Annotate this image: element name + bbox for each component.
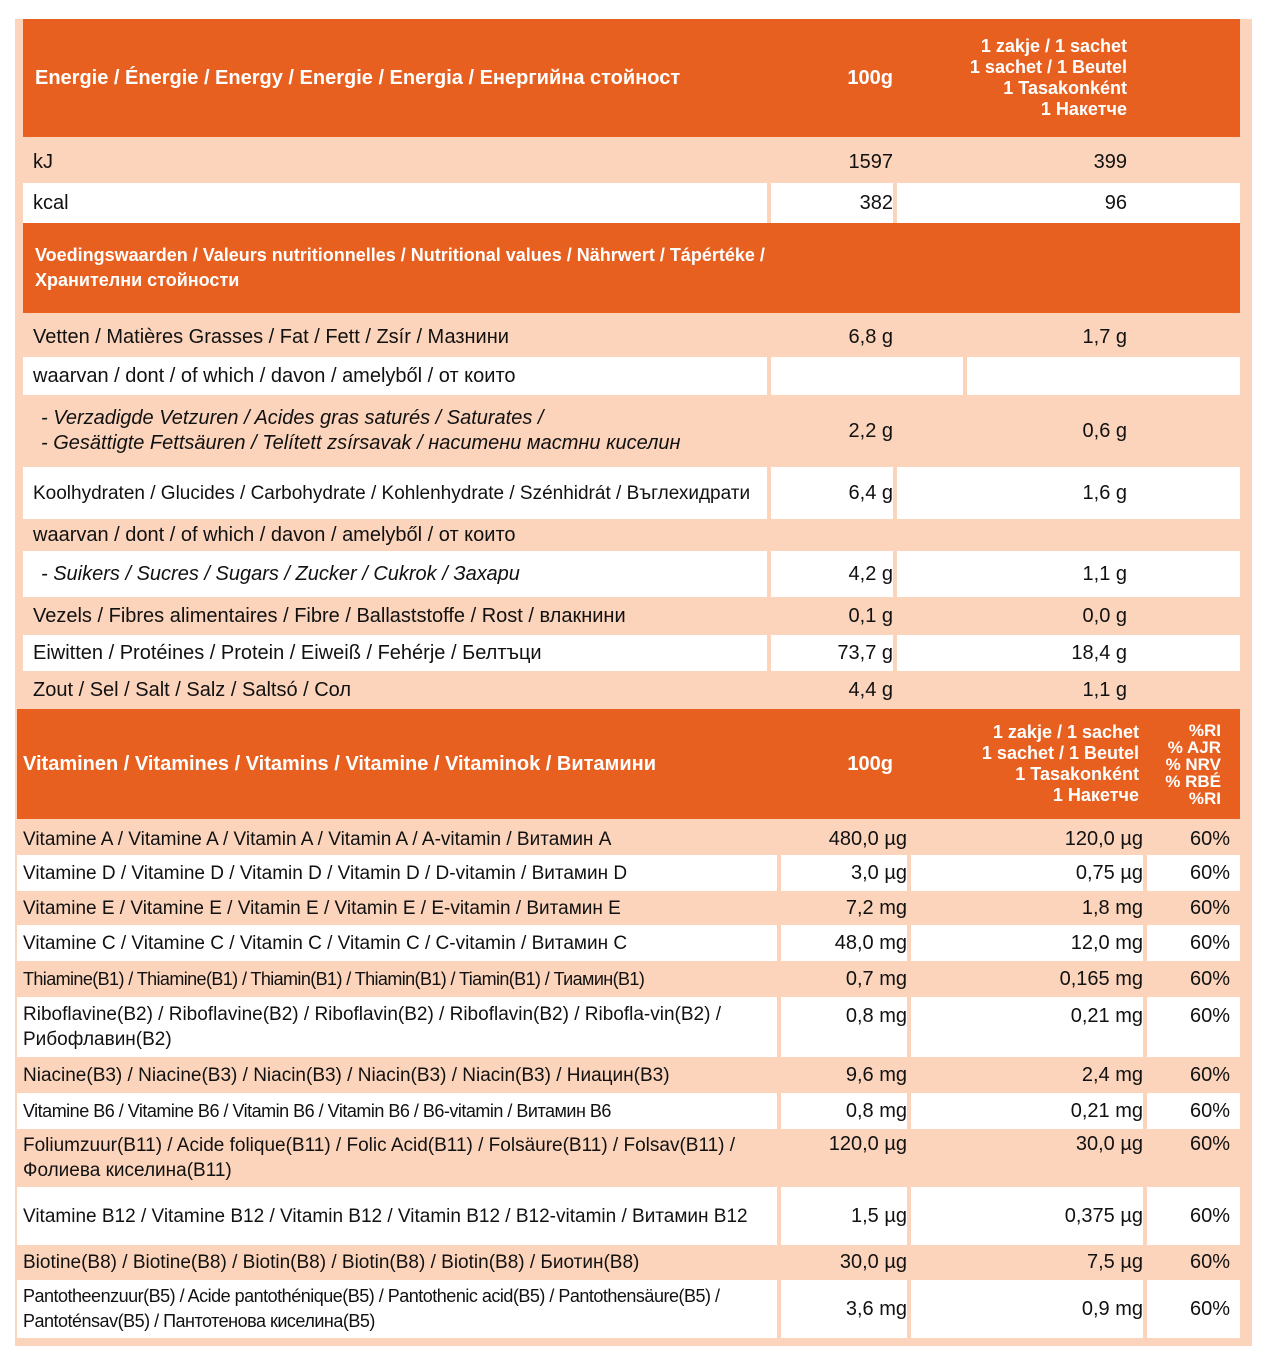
value-ri: 60% [1143, 1093, 1240, 1129]
energy-header-sachet [893, 19, 1127, 137]
value-ri: 60% [1189, 1251, 1230, 1273]
table-row [23, 635, 1240, 671]
value-100g: 4,2 g [767, 551, 893, 597]
value-sachet: 1,1 g [893, 551, 1127, 597]
ri-label-en: % NRV [1165, 754, 1221, 774]
sachet-label-hu: 1 Tasakonként [1015, 764, 1139, 784]
ri-label-hu: % RBÉ [1165, 771, 1221, 791]
value-100g: 3,0 µg [777, 855, 907, 891]
energy-header-label: Energie / Énergie / Energy / Energie / Energia / Енергийна стойност [35, 66, 681, 89]
vitamin-label: Vitamine A / Vitamine A / Vitamin A / Vitamin A / A-vitamin / Витамин A [23, 828, 612, 850]
vitamins-header-100g: 100g [847, 752, 893, 775]
table-row [23, 357, 1240, 395]
table-row [23, 597, 1240, 635]
vitamin-label: Niacine(B3) / Niacine(B3) / Niacin(B3) / Niacin(B3) / Niacin(B3) / Ниацин(B3) [23, 1064, 670, 1086]
value-sachet: 1,1 g [1082, 678, 1127, 701]
value-sachet: 0,6 g [1082, 419, 1127, 442]
nutrition-header-row [23, 223, 1240, 313]
table-row [17, 823, 1240, 855]
value-sachet [963, 357, 1240, 395]
value-sachet: 1,8 mg [1081, 896, 1143, 919]
sachet-label-nl: 1 zakje / 1 sachet [980, 36, 1127, 56]
vitamin-label: Vitamine E / Vitamine E / Vitamin E / Vitamin E / E-vitamin / Витамин E [23, 897, 621, 919]
row-label-fat: Vetten / Matières Grasses / Fat / Fett / Zsír / Мазнини [33, 325, 509, 348]
value-sachet: 18,4 g [893, 635, 1127, 671]
vitamin-label: Vitamine D / Vitamine D / Vitamin D / Vitamin D / D-vitamin / Витамин D [23, 862, 628, 884]
value-sachet: 0,375 µg [907, 1187, 1143, 1245]
value-100g: 2,2 g [848, 419, 893, 442]
value-sachet: 2,4 mg [1081, 1063, 1143, 1086]
row-label-carbohydrate: Koolhydraten / Glucides / Carbohydrate / Kohlenhydrate / Szénhidrát / Въглехидрати [33, 482, 751, 504]
value-sachet: 0,21 mg [907, 1093, 1143, 1129]
table-row [23, 671, 1240, 709]
value-sachet: 96 [893, 183, 1127, 223]
row-label-salt: Zout / Sel / Salt / Salz / Saltsó / Сол [33, 678, 352, 701]
ri-label-fr: % AJR [1167, 737, 1221, 757]
value-sachet: 120,0 µg [1064, 827, 1143, 850]
value-100g: 30,0 µg [839, 1251, 907, 1273]
value-100g: 0,7 mg [845, 967, 907, 990]
value-sachet: 30,0 µg [1075, 1133, 1143, 1155]
energy-header-row [23, 19, 1240, 137]
table-row [23, 395, 1240, 467]
table-row [23, 551, 1240, 597]
value-sachet: 1,6 g [893, 467, 1127, 519]
value-100g: 4,4 g [848, 678, 893, 701]
value-sachet: 0,165 mg [1059, 967, 1143, 990]
value-sachet: 1,7 g [1082, 325, 1127, 348]
vitamin-label: Thiamine(B1) / Thiamine(B1) / Thiamin(B1) / Thiamin(B1) / Tiamin(B1) / Тиамин(B1) [23, 968, 645, 989]
value-100g: 382 [767, 183, 893, 223]
table-row [17, 855, 1240, 891]
value-sachet: 7,5 µg [1086, 1251, 1143, 1273]
vitamin-label: Vitamine C / Vitamine C / Vitamin C / Vitamin C / C-vitamin / Витамин C [23, 932, 628, 954]
value-100g: 6,4 g [767, 467, 893, 519]
row-label-sugars: - Suikers / Sucres / Sugars / Zucker / Cukrok / Захари [41, 562, 520, 585]
table-row [17, 891, 1240, 925]
table-row [23, 467, 1240, 519]
value-100g: 120,0 µg [828, 1133, 907, 1155]
row-label-of-which: waarvan / dont / of which / davon / amelyből / от които [33, 364, 516, 387]
value-100g: 9,6 mg [845, 1063, 907, 1086]
vitamin-label: Pantotheenzuur(B5) / Acide pantothénique(B5) / Pantothenic acid(B5) / Pantothensäure(B5) / Pantoténsav(B5) / Пантотенова киселина(B5) [23, 1286, 720, 1331]
value-100g: 6,8 g [848, 325, 893, 348]
vitamin-label: Biotine(B8) / Biotine(B8) / Biotin(B8) / Biotin(B8) / Biotin(B8) / Биотин(B8) [23, 1252, 640, 1273]
table-row [17, 1093, 1240, 1129]
table-row [23, 183, 1240, 223]
table-row [17, 997, 1240, 1057]
value-ri: 60% [1143, 1280, 1240, 1338]
value-100g [767, 357, 963, 395]
value-sachet [893, 519, 1127, 551]
value-sachet: 0,0 g [1082, 604, 1127, 627]
value-100g: 0,8 mg [777, 997, 907, 1057]
table-row [17, 1187, 1240, 1245]
ri-label-bg: %RI [1188, 788, 1221, 808]
value-ri: 60% [1143, 1187, 1240, 1245]
nutrition-header-label: Voedingswaarden / Valeurs nutritionnelles / Nutritional values / Nährwert / Tápértéke / Хранителни стойности [35, 245, 765, 290]
table-row [17, 1129, 1240, 1187]
vitamins-header-sachet [893, 709, 1139, 819]
value-100g: 73,7 g [767, 635, 893, 671]
value-100g: 480,0 µg [828, 827, 907, 850]
vitamins-header-row [17, 709, 1240, 819]
saturates-line-1: - Verzadigde Vetzuren / Acides gras saturés / Saturates / [41, 407, 544, 429]
sachet-label-fr-de: 1 sachet / 1 Beutel [969, 57, 1127, 77]
value-ri: 60% [1143, 855, 1240, 891]
sachet-label-hu: 1 Tasakonként [1003, 78, 1127, 98]
energy-header-100g: 100g [847, 66, 893, 89]
vitamin-label: Foliumzuur(B11) / Acide folique(B11) / Folic Acid(B11) / Folsäure(B11) / Folsav(B11) / Фолиева киселина(B11) [23, 1135, 736, 1181]
value-sachet: 0,21 mg [907, 997, 1143, 1057]
value-ri: 60% [1143, 997, 1240, 1057]
sachet-label-nl: 1 zakje / 1 sachet [992, 722, 1139, 742]
value-100g: 0,8 mg [777, 1093, 907, 1129]
table-row [23, 141, 1240, 183]
sachet-label-bg: 1 Накетче [1052, 785, 1139, 805]
saturates-line-2: - Gesättigte Fettsäuren / Telített zsírsavak / наситени мастни киселин [41, 432, 681, 454]
table-row [17, 961, 1240, 997]
value-ri: 60% [1189, 827, 1230, 850]
value-ri: 60% [1189, 967, 1230, 990]
value-100g: 1597 [848, 150, 893, 173]
value-sachet: 0,9 mg [907, 1280, 1143, 1338]
vitamin-label: Riboflavine(B2) / Riboflavine(B2) / Riboflavin(B2) / Riboflavin(B2) / Ribofla-vin(B2) / Рибофлавин(B2) [23, 1004, 721, 1050]
value-ri: 60% [1143, 925, 1240, 961]
vitamin-rows [17, 823, 1240, 1338]
row-label-protein: Eiwitten / Protéines / Protein / Eiweiß / Fehérje / Белтъци [33, 641, 542, 664]
nutrition-table [23, 19, 1240, 1338]
value-100g [767, 519, 893, 551]
table-row [17, 925, 1240, 961]
table-row [17, 1057, 1240, 1093]
ri-label-nl: %RI [1188, 720, 1221, 740]
value-100g: 48,0 mg [777, 925, 907, 961]
row-label: kcal [33, 191, 69, 214]
value-ri: 60% [1189, 1133, 1230, 1155]
table-row [17, 1245, 1240, 1280]
value-100g: 0,1 g [848, 604, 893, 627]
value-100g: 7,2 mg [845, 896, 907, 919]
value-sachet: 0,75 µg [907, 855, 1143, 891]
row-label: kJ [33, 150, 53, 173]
vitamin-label: Vitamine B12 / Vitamine B12 / Vitamin B12 / Vitamin B12 / B12-vitamin / Витамин B12 [23, 1205, 748, 1227]
vitamins-header-label: Vitaminen / Vitamines / Vitamins / Vitamine / Vitaminok / Витамини [23, 752, 657, 775]
row-label-fibre: Vezels / Fibres alimentaires / Fibre / Ballaststoffe / Rost / влакнини [33, 604, 626, 627]
vitamins-header-ri [1139, 709, 1231, 819]
value-ri: 60% [1189, 896, 1230, 919]
row-label-of-which: waarvan / dont / of which / davon / amelyből / от които [33, 523, 516, 546]
vitamin-label: Vitamine B6 / Vitamine B6 / Vitamin B6 / Vitamin B6 / B6-vitamin / Витамин B6 [23, 1100, 611, 1121]
value-sachet: 12,0 mg [907, 925, 1143, 961]
sachet-label-bg: 1 Накетче [1040, 99, 1127, 119]
table-row [23, 519, 1240, 551]
table-row [17, 1280, 1240, 1338]
value-sachet: 399 [1093, 150, 1127, 173]
row-label-saturates [23, 395, 767, 467]
value-100g: 3,6 mg [777, 1280, 907, 1338]
value-100g: 1,5 µg [777, 1187, 907, 1245]
value-ri: 60% [1189, 1063, 1230, 1086]
table-row [23, 317, 1240, 357]
sachet-label-fr-de: 1 sachet / 1 Beutel [981, 743, 1139, 763]
